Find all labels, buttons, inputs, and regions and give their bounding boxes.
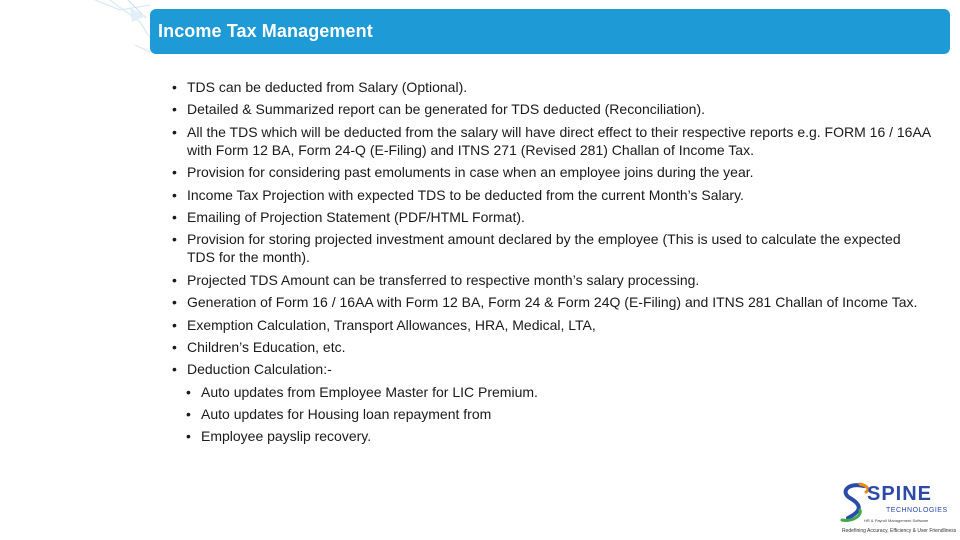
spine-logo: [834, 480, 956, 540]
list-item-text: Employee payslip recovery.: [201, 428, 372, 445]
sub-list-item: [186, 405, 932, 423]
list-item-text: Deduction Calculation:-: [187, 361, 332, 378]
list-item: [172, 271, 932, 289]
list-item-text: Detailed & Summarized report can be generated for TDS deducted (Reconciliation).: [187, 101, 706, 118]
page-title: Income Tax Management: [158, 21, 373, 41]
title-bar: [150, 9, 950, 54]
list-item: [172, 360, 932, 378]
bullet-icon: •: [172, 271, 177, 288]
list-item: [172, 186, 932, 204]
list-item-text: Provision for considering past emoluments in case when an employee joins during the year.: [187, 164, 754, 181]
bullet-icon: •: [172, 123, 177, 140]
bullet-icon: •: [172, 186, 177, 203]
logo-tagline: HR & Payroll Management Software: [864, 518, 929, 523]
list-item-text: Auto updates from Employee Master for LIC Premium.: [201, 383, 538, 400]
sub-list-item: [186, 427, 932, 445]
list-item-text: Income Tax Projection with expected TDS to be deducted from the current Month’s Salary.: [187, 186, 744, 203]
list-item: [172, 100, 932, 118]
list-item: [172, 230, 932, 266]
bullet-icon: •: [172, 231, 177, 248]
list-item: [172, 338, 932, 356]
corner-decoration: [0, 0, 160, 60]
list-item: [172, 293, 932, 311]
list-item: [172, 163, 932, 181]
list-item-text: Provision for storing projected investment amount declared by the employee (This is used to calculate the expected TDS for the month).: [187, 231, 901, 266]
list-item-text: Generation of Form 16 / 16AA with Form 12 BA, Form 24 & Form 24Q (E-Filing) and ITNS 281 Challan of Income Tax.: [187, 294, 918, 311]
list-item: [172, 316, 932, 334]
bullet-icon: •: [172, 294, 177, 311]
bullet-icon: •: [172, 101, 177, 118]
bullet-icon: •: [172, 208, 177, 225]
list-item: [172, 78, 932, 96]
list-item-text: Exemption Calculation, Transport Allowances, HRA, Medical, LTA,: [187, 316, 596, 333]
logo-subtitle: TECHNOLOGIES: [886, 507, 948, 514]
bullet-icon: •: [172, 338, 177, 355]
list-item-text: TDS can be deducted from Salary (Optional).: [187, 79, 468, 95]
bullet-icon: •: [172, 316, 177, 333]
bullet-icon: •: [186, 383, 191, 400]
list-item-text: Children’s Education, etc.: [187, 338, 346, 355]
sub-list-item: [186, 383, 932, 401]
logo-motto: Redefining Accuracy, Efficiency & User Friendliness: [842, 528, 957, 534]
logo-name: SPINE: [867, 483, 933, 505]
bullet-icon: •: [186, 406, 191, 423]
bullet-icon: •: [186, 428, 191, 445]
list-item-text: All the TDS which will be deducted from the salary will have direct effect to their respective reports e.g. FORM 16 / 16AA with Form 12 BA, Form 24-Q (E-Filing) and ITNS 271 (Revised 281) Challan of Income Tax.: [187, 123, 931, 158]
list-item: [172, 123, 932, 159]
bullet-icon: •: [172, 164, 177, 181]
list-item-text: Emailing of Projection Statement (PDF/HTML Format).: [187, 208, 525, 225]
bullet-list: [172, 78, 932, 450]
bullet-icon: •: [172, 79, 177, 95]
bullet-icon: •: [172, 361, 177, 378]
list-item-text: Projected TDS Amount can be transferred to respective month’s salary processing.: [187, 271, 700, 288]
list-item: [172, 208, 932, 226]
list-item-text: Auto updates for Housing loan repayment from: [201, 406, 492, 423]
